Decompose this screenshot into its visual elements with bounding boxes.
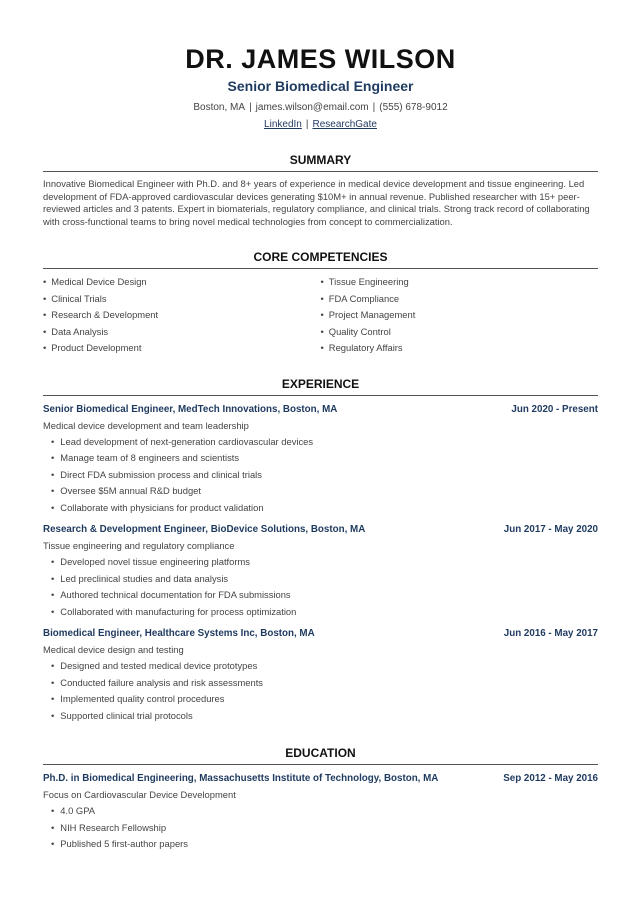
bullet-item: • Authored technical documentation for FDA submissions bbox=[51, 587, 598, 604]
researchgate-link[interactable]: ResearchGate bbox=[312, 119, 377, 130]
bullet-item: • Oversee $5M annual R&D budget bbox=[51, 483, 598, 500]
section-heading-experience: EXPERIENCE bbox=[43, 377, 598, 396]
job-title: Biomedical Engineer, Healthcare Systems Inc, Boston, MA bbox=[43, 628, 315, 639]
job-bullets bbox=[43, 658, 598, 724]
job-dates: Jun 2017 - May 2020 bbox=[503, 524, 598, 535]
education-bullets bbox=[43, 803, 598, 853]
job-dates: Jun 2020 - Present bbox=[511, 403, 598, 415]
bullet-item: • Lead development of next-generation cardiovascular devices bbox=[51, 434, 598, 451]
competency-item: • Research & Development bbox=[43, 307, 321, 324]
separator: | bbox=[372, 102, 376, 113]
job-summary: Medical device design and testing bbox=[43, 644, 184, 655]
separator: | bbox=[249, 102, 252, 113]
competency-item: • Medical Device Design bbox=[43, 274, 321, 291]
education-section bbox=[43, 746, 598, 853]
profile-links bbox=[43, 118, 598, 131]
competencies-section bbox=[43, 250, 598, 357]
candidate-name: DR. JAMES WILSON bbox=[185, 44, 456, 74]
competencies-grid bbox=[43, 274, 598, 357]
bullet-item: • Implemented quality control procedures bbox=[51, 691, 598, 708]
experience-section bbox=[43, 377, 598, 725]
bullet-item: • Developed novel tissue engineering platforms bbox=[51, 554, 598, 571]
bullet-item: • Designed and tested medical device prototypes bbox=[51, 658, 598, 675]
section-heading-summary: SUMMARY bbox=[43, 153, 598, 172]
contact-line bbox=[43, 101, 598, 114]
competency-item: • Clinical Trials bbox=[43, 291, 321, 308]
competency-item: • Product Development bbox=[43, 340, 321, 357]
competency-item: • Regulatory Affairs bbox=[321, 340, 599, 357]
linkedin-link[interactable]: LinkedIn bbox=[264, 119, 302, 130]
job-entry bbox=[43, 402, 598, 517]
education-dates: Sep 2012 - May 2016 bbox=[503, 773, 598, 784]
summary-section bbox=[43, 153, 598, 228]
competency-item: • Data Analysis bbox=[43, 324, 321, 341]
bullet-item: • 4.0 GPA bbox=[51, 803, 598, 820]
job-entry bbox=[43, 522, 598, 620]
bullet-item: • Led preclinical studies and data analysis bbox=[51, 571, 598, 588]
job-header bbox=[43, 522, 598, 538]
candidate-title: Senior Biomedical Engineer bbox=[227, 78, 414, 94]
education-entry bbox=[43, 771, 598, 853]
bullet-item: • Direct FDA submission process and clinical trials bbox=[51, 467, 598, 484]
degree-title: Ph.D. in Biomedical Engineering, Massachusetts Institute of Technology, Boston, MA bbox=[43, 773, 439, 784]
competencies-left bbox=[43, 274, 321, 357]
job-bullets bbox=[43, 434, 598, 517]
competency-item: • Tissue Engineering bbox=[321, 274, 599, 291]
bullet-item: • Collaborated with manufacturing for process optimization bbox=[51, 604, 598, 621]
job-entry bbox=[43, 626, 598, 724]
separator: | bbox=[305, 119, 309, 130]
email: james.wilson@email.com bbox=[255, 102, 369, 113]
job-dates: Jun 2016 - May 2017 bbox=[503, 628, 598, 639]
summary-text: Innovative Biomedical Engineer with Ph.D. and 8+ years of experience in medical device development and tissue engineering. Led development of FDA-approved cardiovascular devices generating $10M+ in annual revenue. Published researcher with 15+ peer-reviewed articles and 3 patents. Expert in biomaterials, regulatory compliance, and clinical trials. Strong track record of collaborating with cross-functional teams to bring novel medical technologies from concept to commercialization. bbox=[43, 178, 590, 227]
bullet-item: • Conducted failure analysis and risk assessments bbox=[51, 675, 598, 692]
job-title: Research & Development Engineer, BioDevice Solutions, Boston, MA bbox=[43, 524, 366, 535]
education-focus: Focus on Cardiovascular Device Development bbox=[43, 789, 236, 800]
bullet-item: • Collaborate with physicians for product validation bbox=[51, 500, 598, 517]
section-heading-education: EDUCATION bbox=[43, 746, 598, 765]
bullet-item: • Manage team of 8 engineers and scientists bbox=[51, 450, 598, 467]
job-bullets bbox=[43, 554, 598, 620]
location: Boston, MA bbox=[193, 102, 246, 113]
job-summary: Tissue engineering and regulatory compliance bbox=[43, 540, 235, 551]
job-header bbox=[43, 402, 598, 418]
job-title: Senior Biomedical Engineer, MedTech Innovations, Boston, MA bbox=[43, 403, 338, 415]
bullet-item: • Supported clinical trial protocols bbox=[51, 708, 598, 725]
competency-item: • FDA Compliance bbox=[321, 291, 599, 308]
job-summary: Medical device development and team leadership bbox=[43, 419, 249, 431]
job-header bbox=[43, 626, 598, 642]
competency-item: • Project Management bbox=[321, 307, 599, 324]
resume-header bbox=[43, 0, 598, 131]
section-heading-competencies: CORE COMPETENCIES bbox=[43, 250, 598, 269]
competencies-right bbox=[321, 274, 599, 357]
bullet-item: • Published 5 first-author papers bbox=[51, 836, 598, 853]
phone: (555) 678-9012 bbox=[379, 102, 448, 113]
bullet-item: • NIH Research Fellowship bbox=[51, 820, 598, 837]
education-header bbox=[43, 771, 598, 787]
competency-item: • Quality Control bbox=[321, 324, 599, 341]
